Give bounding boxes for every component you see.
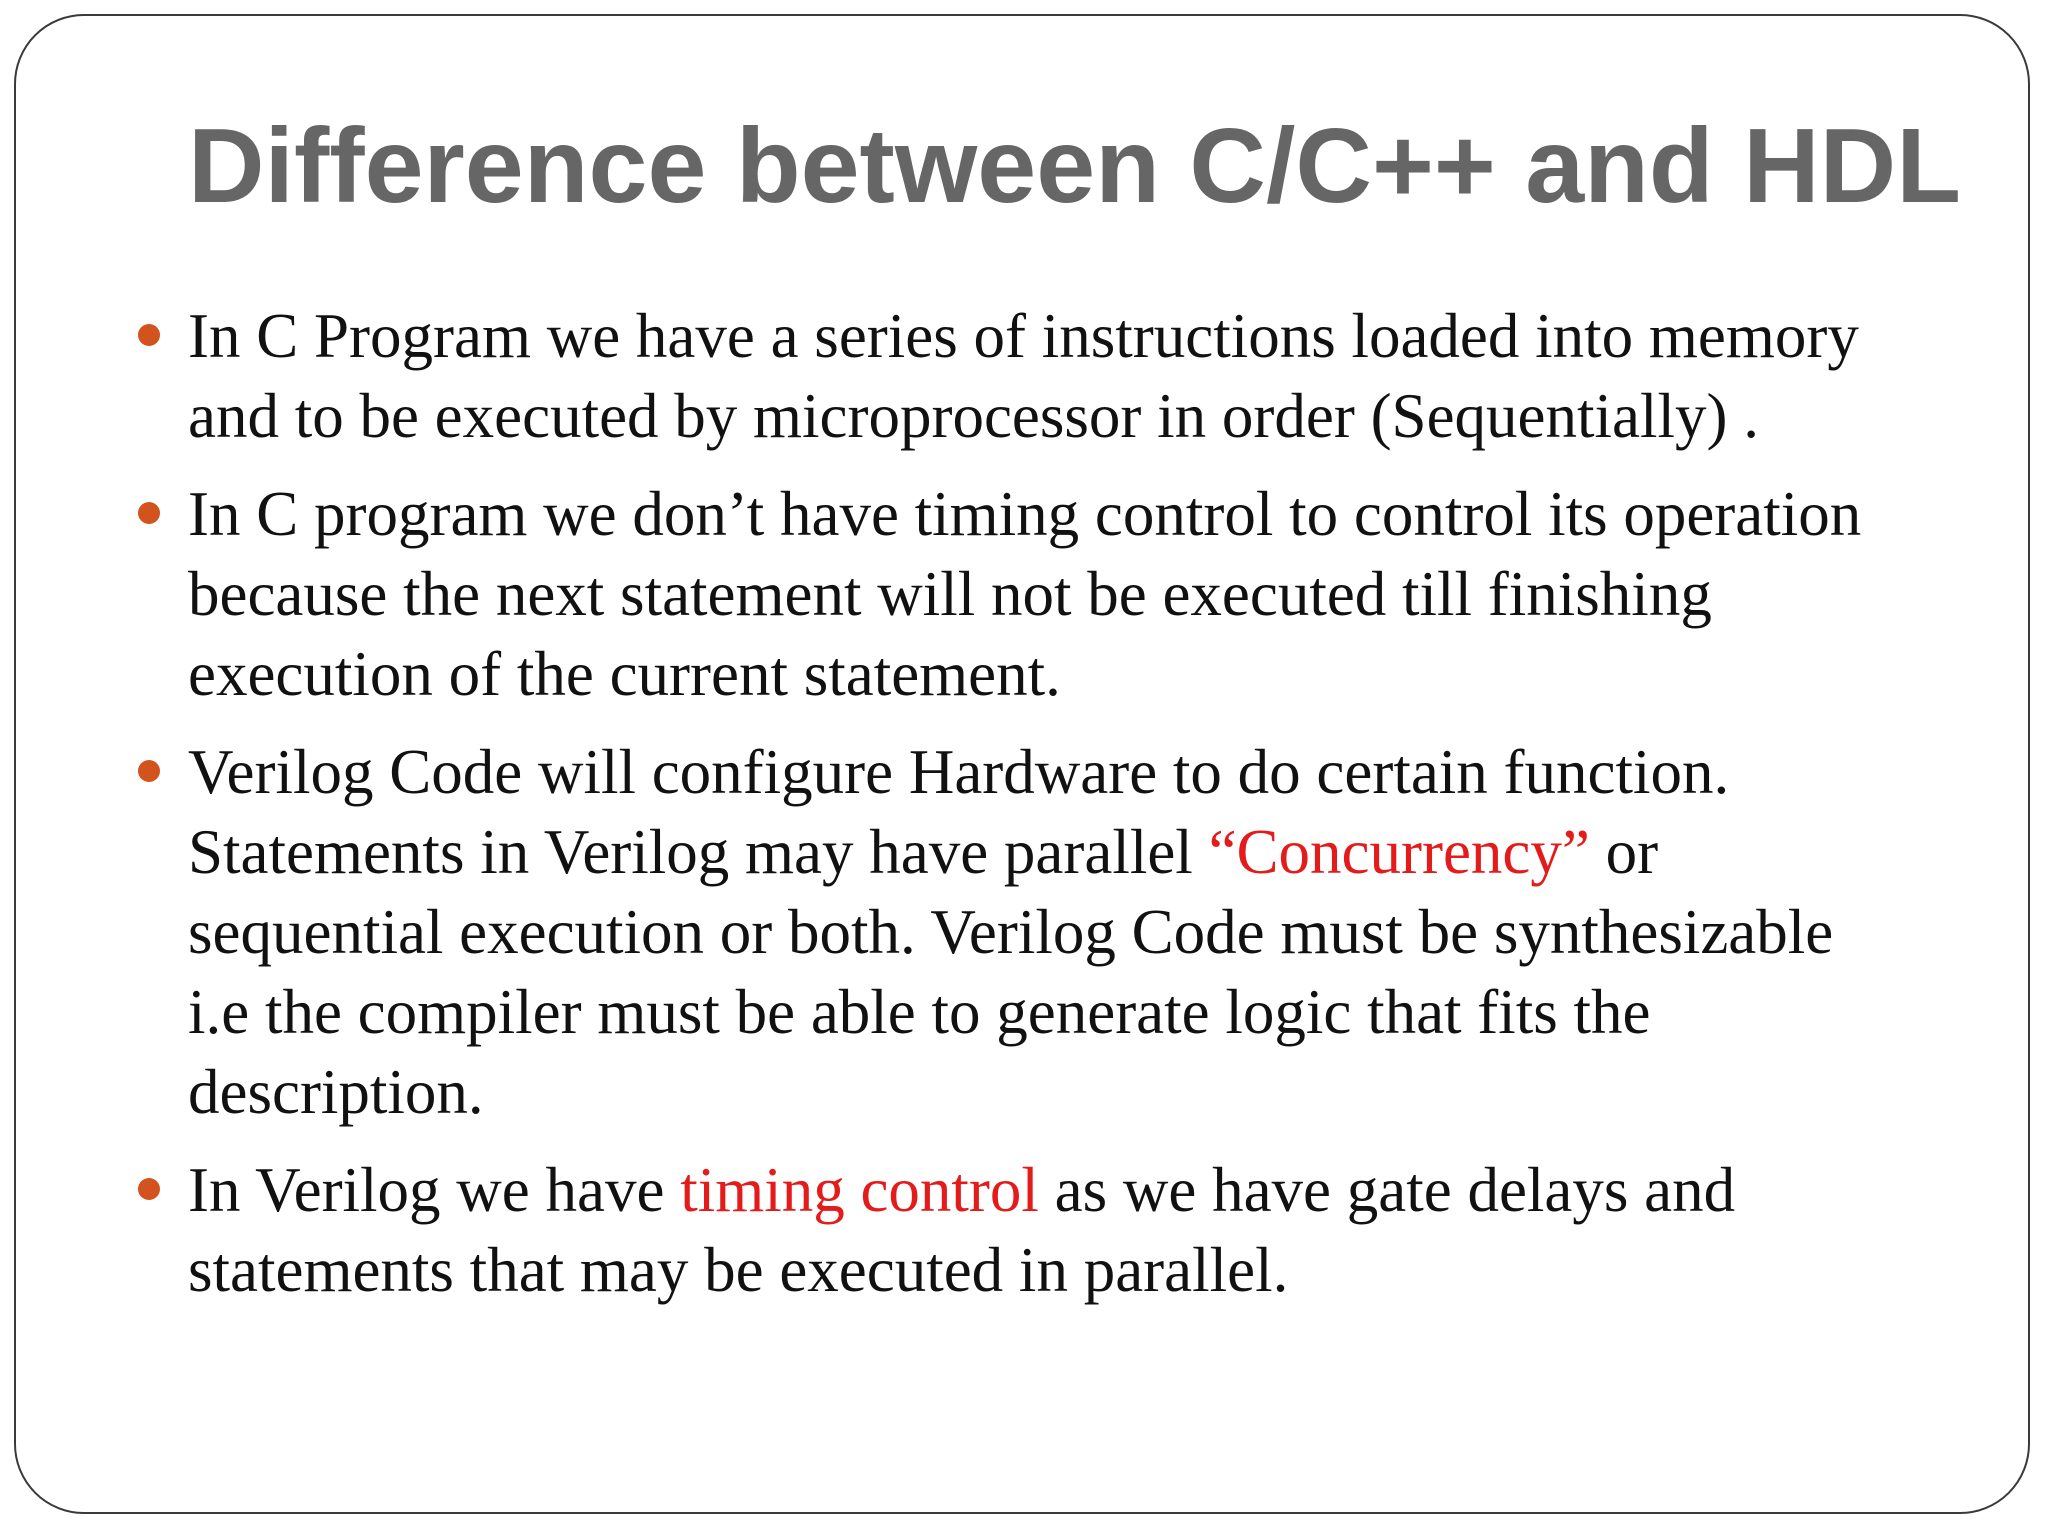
- highlight-concurrency: “Concurrency”: [1208, 817, 1590, 887]
- bullet-dot-icon: [138, 1178, 160, 1200]
- bullet-item-4: [188, 1150, 1908, 1310]
- bullet-text-before: Verilog Code will configure Hardware to do certain function. Statements in Verilog may have parallel: [188, 737, 1730, 887]
- bullet-dot-icon: [138, 760, 160, 782]
- slide-frame: [14, 14, 2030, 1514]
- highlight-timing-control: timing control: [680, 1155, 1039, 1225]
- bullet-text-after: as we have gate delays and statements that may be executed in parallel.: [188, 1155, 1736, 1305]
- bullet-dot-icon: [138, 324, 160, 346]
- bullet-text-after: or sequential execution or both. Verilog Code must be synthesizable i.e the compiler must be able to generate logic that fits the description.: [188, 817, 1834, 1127]
- bullet-dot-icon: [138, 502, 160, 524]
- bullet-list: [188, 296, 1908, 1328]
- bullet-item-3: [188, 732, 1908, 1132]
- bullet-text-before: In Verilog we have: [188, 1155, 681, 1225]
- bullet-text: In C Program we have a series of instructions loaded into memory and to be executed by microprocessor in order (Sequentially) .: [188, 301, 1859, 451]
- bullet-text: In C program we don’t have timing control to control its operation because the next statement will not be executed till finishing execution of the current statement.: [188, 479, 1862, 709]
- slide-title: Difference between C/C++ and HDL: [188, 107, 1961, 225]
- bullet-item-1: [188, 296, 1908, 456]
- bullet-item-2: [188, 474, 1908, 714]
